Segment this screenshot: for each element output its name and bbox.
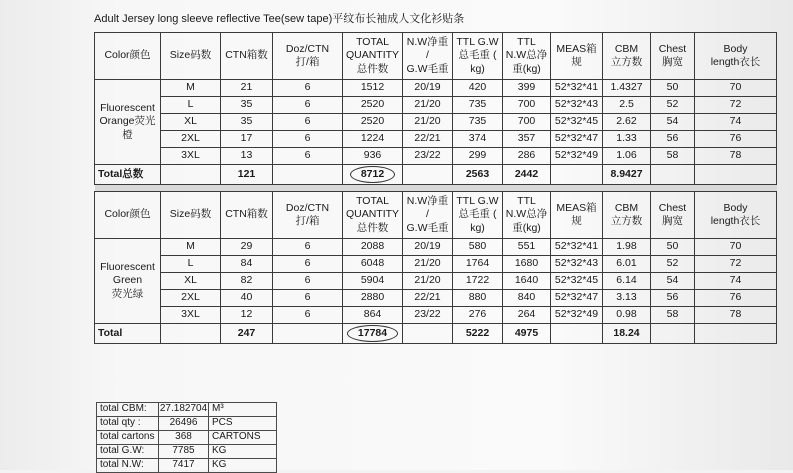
cell-ctn: 12	[221, 307, 273, 324]
cell-ttlnw: 551	[503, 239, 551, 256]
cell-chest: 52	[651, 256, 695, 273]
cell-cbm: 1.33	[603, 131, 651, 148]
cell-ttlnw: 1680	[503, 256, 551, 273]
table-row	[95, 307, 777, 324]
empty-cell	[273, 324, 343, 344]
cell-size: M	[161, 80, 221, 97]
cell-body: 76	[695, 290, 777, 307]
cell-body: 74	[695, 114, 777, 131]
cell-doz: 6	[273, 148, 343, 165]
header-cell-meas: MEAS箱 规	[551, 33, 603, 80]
header-cell-body: Body length衣长	[695, 33, 777, 80]
total-qty	[343, 165, 403, 185]
cell-cbm: 0.98	[603, 307, 651, 324]
header-cell-cbm: CBM 立方数	[603, 192, 651, 239]
total-cbm: 18.24	[603, 324, 651, 344]
cell-nwgw: 23/22	[403, 148, 453, 165]
total-cbm: 8.9427	[603, 165, 651, 185]
cell-meas: 52*32*41	[551, 80, 603, 97]
header-cell-meas: MEAS箱 规	[551, 192, 603, 239]
cell-qty: 5904	[343, 273, 403, 290]
cell-body: 72	[695, 256, 777, 273]
empty-cell	[695, 165, 777, 185]
cell-meas: 52*32*43	[551, 256, 603, 273]
cell-nwgw: 21/20	[403, 273, 453, 290]
cell-qty: 1512	[343, 80, 403, 97]
cell-chest: 58	[651, 148, 695, 165]
color-cell: Fluorescent Orange荧光 橙	[95, 80, 161, 165]
total-ctn: 247	[221, 324, 273, 344]
summary-label: total N.W:	[97, 459, 159, 473]
cell-doz: 6	[273, 290, 343, 307]
table-row	[95, 97, 777, 114]
table-row	[95, 290, 777, 307]
cell-doz: 6	[273, 307, 343, 324]
cell-meas: 52*32*43	[551, 97, 603, 114]
cell-body: 78	[695, 307, 777, 324]
summary-unit: KG	[209, 459, 277, 473]
empty-cell	[161, 324, 221, 344]
cell-ttlgw: 735	[453, 114, 503, 131]
summary-row	[97, 431, 277, 445]
cell-meas: 52*32*47	[551, 131, 603, 148]
cell-ctn: 35	[221, 97, 273, 114]
total-nw: 4975	[503, 324, 551, 344]
summary-label: total qty :	[97, 417, 159, 431]
cell-size: 2XL	[161, 290, 221, 307]
header-cell-ttlnw: TTL N.W总净 重(kg)	[503, 192, 551, 239]
cell-ttlgw: 735	[453, 97, 503, 114]
cell-meas: 52*32*41	[551, 239, 603, 256]
cell-size: L	[161, 97, 221, 114]
summary-unit: PCS	[209, 417, 277, 431]
cell-doz: 6	[273, 80, 343, 97]
cell-ttlnw: 264	[503, 307, 551, 324]
cell-qty: 936	[343, 148, 403, 165]
header-cell-doz: Doz/CTN 打/箱	[273, 33, 343, 80]
cell-nwgw: 21/20	[403, 97, 453, 114]
cell-ttlgw: 374	[453, 131, 503, 148]
table-row	[95, 114, 777, 131]
cell-ttlnw: 399	[503, 80, 551, 97]
empty-cell	[551, 165, 603, 185]
cell-qty: 6048	[343, 256, 403, 273]
cell-nwgw: 20/19	[403, 80, 453, 97]
cell-size: M	[161, 239, 221, 256]
cell-nwgw: 21/20	[403, 114, 453, 131]
cell-chest: 52	[651, 97, 695, 114]
header-cell-color: Color颜色	[95, 33, 161, 80]
header-row	[95, 33, 777, 80]
cell-body: 70	[695, 239, 777, 256]
cell-qty: 864	[343, 307, 403, 324]
packing-table	[94, 32, 777, 344]
cell-body: 74	[695, 273, 777, 290]
cell-size: 2XL	[161, 131, 221, 148]
summary-unit: KG	[209, 445, 277, 459]
cell-ctn: 21	[221, 80, 273, 97]
empty-cell	[695, 324, 777, 344]
total-qty	[343, 324, 403, 344]
table-row	[95, 80, 777, 97]
summary-label: total cartons	[97, 431, 159, 445]
table-row	[95, 239, 777, 256]
cell-ttlgw: 880	[453, 290, 503, 307]
cell-body: 76	[695, 131, 777, 148]
total-label: Total	[95, 324, 161, 344]
header-cell-color: Color颜色	[95, 192, 161, 239]
header-cell-chest: Chest 胸宽	[651, 192, 695, 239]
total-row	[95, 165, 777, 185]
cell-ttlgw: 420	[453, 80, 503, 97]
cell-ttlnw: 700	[503, 97, 551, 114]
header-cell-nwgw: N.W净重 / G.W毛重	[403, 33, 453, 80]
summary-value: 7785	[159, 445, 209, 459]
header-cell-chest: Chest 胸宽	[651, 33, 695, 80]
section-separator	[95, 185, 777, 192]
circled-total-quantity: 8712	[350, 166, 395, 183]
cell-ctn: 84	[221, 256, 273, 273]
cell-meas: 52*32*45	[551, 273, 603, 290]
summary-value: 7417	[159, 459, 209, 473]
header-cell-ttlnw: TTL N.W总净 重(kg)	[503, 33, 551, 80]
cell-qty: 1224	[343, 131, 403, 148]
cell-qty: 2088	[343, 239, 403, 256]
cell-ctn: 13	[221, 148, 273, 165]
cell-chest: 58	[651, 307, 695, 324]
summary-value: 26496	[159, 417, 209, 431]
table-row	[95, 131, 777, 148]
cell-nwgw: 22/21	[403, 131, 453, 148]
header-cell-nwgw: N.W净重 / G.W毛重	[403, 192, 453, 239]
summary-row	[97, 403, 277, 417]
cell-chest: 54	[651, 273, 695, 290]
total-gw: 5222	[453, 324, 503, 344]
cell-ttlnw: 700	[503, 114, 551, 131]
cell-doz: 6	[273, 97, 343, 114]
cell-meas: 52*32*47	[551, 290, 603, 307]
summary-label: total G.W:	[97, 445, 159, 459]
header-cell-size: Size码数	[161, 33, 221, 80]
cell-chest: 56	[651, 290, 695, 307]
header-cell-ttlgw: TTL G.W 总毛重 ( kg)	[453, 33, 503, 80]
cell-qty: 2880	[343, 290, 403, 307]
empty-cell	[651, 165, 695, 185]
cell-meas: 52*32*49	[551, 307, 603, 324]
cell-meas: 52*32*49	[551, 148, 603, 165]
cell-body: 72	[695, 97, 777, 114]
total-label: Total总数	[95, 165, 161, 185]
cell-ttlgw: 299	[453, 148, 503, 165]
summary-row	[97, 417, 277, 431]
empty-cell	[161, 165, 221, 185]
header-cell-qty: TOTAL QUANTITY 总件数	[343, 33, 403, 80]
cell-ttlgw: 580	[453, 239, 503, 256]
circled-total-quantity: 17784	[347, 325, 398, 342]
table-row	[95, 273, 777, 290]
cell-ttlnw: 1640	[503, 273, 551, 290]
summary-value: 368	[159, 431, 209, 445]
cell-doz: 6	[273, 239, 343, 256]
cell-size: 3XL	[161, 148, 221, 165]
summary-row	[97, 445, 277, 459]
header-cell-ttlgw: TTL G.W 总毛重 ( kg)	[453, 192, 503, 239]
summary-table	[96, 402, 277, 473]
cell-cbm: 6.14	[603, 273, 651, 290]
header-cell-cbm: CBM 立方数	[603, 33, 651, 80]
cell-nwgw: 20/19	[403, 239, 453, 256]
cell-ctn: 40	[221, 290, 273, 307]
table-row	[95, 148, 777, 165]
cell-ttlnw: 840	[503, 290, 551, 307]
cell-ttlgw: 1722	[453, 273, 503, 290]
cell-doz: 6	[273, 114, 343, 131]
cell-size: L	[161, 256, 221, 273]
cell-cbm: 1.4327	[603, 80, 651, 97]
summary-value: 27.182704	[159, 403, 209, 417]
cell-ttlgw: 1764	[453, 256, 503, 273]
cell-cbm: 6.01	[603, 256, 651, 273]
color-cell: Fluorescent Green 荧光绿	[95, 239, 161, 324]
summary-row	[97, 459, 277, 473]
cell-ctn: 29	[221, 239, 273, 256]
cell-cbm: 1.98	[603, 239, 651, 256]
total-ctn: 121	[221, 165, 273, 185]
summary-unit: CARTONS	[209, 431, 277, 445]
separator-cell	[95, 185, 777, 192]
cell-nwgw: 22/21	[403, 290, 453, 307]
cell-size: 3XL	[161, 307, 221, 324]
cell-doz: 6	[273, 273, 343, 290]
cell-ctn: 82	[221, 273, 273, 290]
cell-cbm: 1.06	[603, 148, 651, 165]
cell-ttlnw: 286	[503, 148, 551, 165]
empty-cell	[403, 165, 453, 185]
cell-chest: 54	[651, 114, 695, 131]
cell-cbm: 2.62	[603, 114, 651, 131]
summary-unit: M³	[209, 403, 277, 417]
empty-cell	[273, 165, 343, 185]
header-cell-body: Body length衣长	[695, 192, 777, 239]
cell-nwgw: 23/22	[403, 307, 453, 324]
header-cell-ctn: CTN箱数	[221, 192, 273, 239]
empty-cell	[551, 324, 603, 344]
cell-size: XL	[161, 114, 221, 131]
cell-chest: 56	[651, 131, 695, 148]
total-row	[95, 324, 777, 344]
total-nw: 2442	[503, 165, 551, 185]
cell-qty: 2520	[343, 97, 403, 114]
header-cell-size: Size码数	[161, 192, 221, 239]
cell-nwgw: 21/20	[403, 256, 453, 273]
header-cell-qty: TOTAL QUANTITY 总件数	[343, 192, 403, 239]
cell-qty: 2520	[343, 114, 403, 131]
cell-size: XL	[161, 273, 221, 290]
cell-chest: 50	[651, 80, 695, 97]
cell-body: 70	[695, 80, 777, 97]
document-title: Adult Jersey long sleeve reflective Tee(sew tape)平纹布长袖成人文化衫贴条	[94, 13, 465, 25]
header-cell-doz: Doz/CTN 打/箱	[273, 192, 343, 239]
cell-ctn: 17	[221, 131, 273, 148]
header-row	[95, 192, 777, 239]
table-row	[95, 256, 777, 273]
total-gw: 2563	[453, 165, 503, 185]
cell-doz: 6	[273, 256, 343, 273]
summary-label: total CBM:	[97, 403, 159, 417]
cell-ttlnw: 357	[503, 131, 551, 148]
header-cell-ctn: CTN箱数	[221, 33, 273, 80]
cell-meas: 52*32*45	[551, 114, 603, 131]
cell-doz: 6	[273, 131, 343, 148]
cell-chest: 50	[651, 239, 695, 256]
cell-cbm: 3.13	[603, 290, 651, 307]
empty-cell	[403, 324, 453, 344]
cell-body: 78	[695, 148, 777, 165]
empty-cell	[651, 324, 695, 344]
cell-ctn: 35	[221, 114, 273, 131]
cell-ttlgw: 276	[453, 307, 503, 324]
cell-cbm: 2.5	[603, 97, 651, 114]
